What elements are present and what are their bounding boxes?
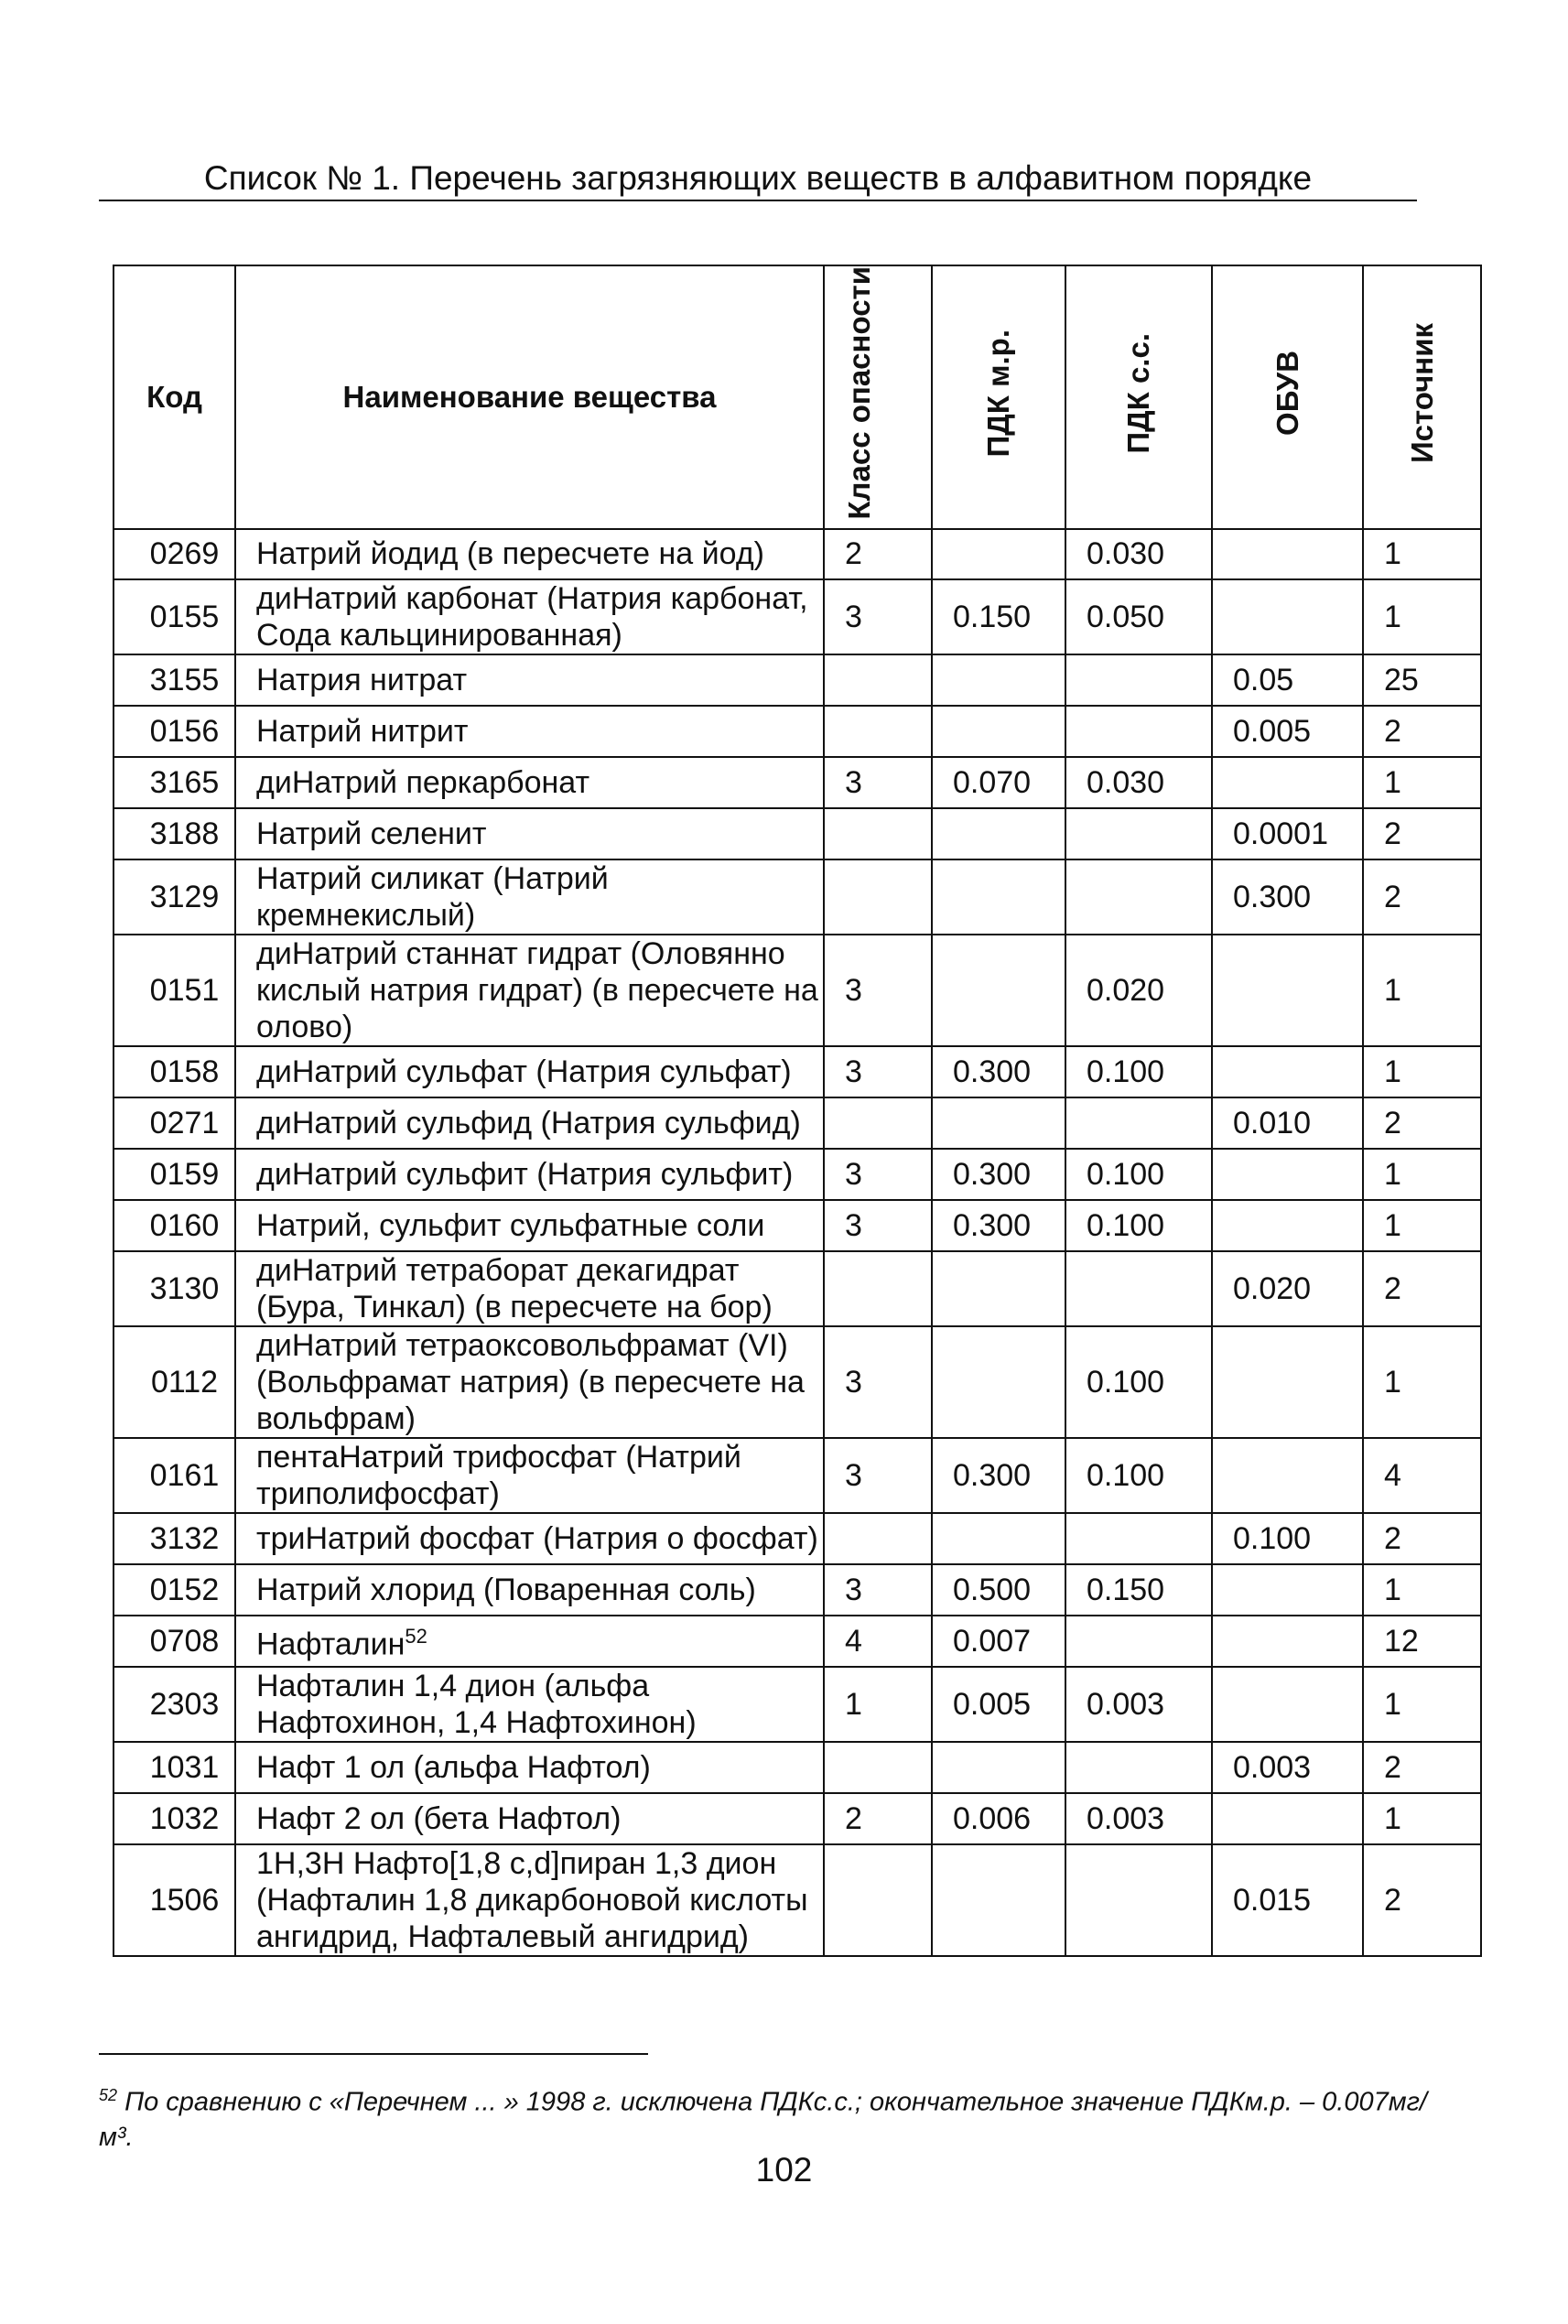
cell-pdk-ss [1065,1251,1212,1326]
cell-pdk-ss [1065,1844,1212,1956]
cell-code: 0161 [114,1438,235,1513]
cell-hazard-class: 1 [824,1667,932,1742]
cell-name: Натрий селенит [235,808,824,859]
cell-pdk-ss [1065,859,1212,935]
cell-pdk-mr [932,1844,1065,1956]
table-row [114,1667,1481,1742]
cell-obuv [1212,1793,1363,1844]
header-obuv-label: ОБУВ [1270,350,1304,436]
cell-hazard-class: 3 [824,579,932,654]
cell-pdk-ss: 0.050 [1065,579,1212,654]
cell-code: 3132 [114,1513,235,1564]
cell-name: диНатрий станнат гидрат (Оловянно кислый натрия гидрат) (в пересчете на олово) [235,935,824,1046]
cell-hazard-class: 3 [824,1326,932,1438]
cell-pdk-mr [932,1251,1065,1326]
cell-name: пентаНатрий трифосфат (Натрий триполифосфат) [235,1438,824,1513]
table-row [114,706,1481,757]
header-hazard-class [824,265,932,529]
cell-pdk-mr: 0.300 [932,1438,1065,1513]
table-row [114,529,1481,579]
cell-source: 1 [1363,1564,1481,1616]
cell-code: 3188 [114,808,235,859]
cell-hazard-class [824,859,932,935]
cell-pdk-ss: 0.100 [1065,1149,1212,1200]
footnote-text: По сравнению с «Перечнем ... » 1998 г. исключена ПДКс.с.; окончательное значение ПДКм.р. – 0.007мг/м³. [99,2087,1427,2152]
cell-pdk-ss: 0.100 [1065,1438,1212,1513]
cell-code: 0160 [114,1200,235,1251]
cell-hazard-class: 3 [824,1438,932,1513]
cell-pdk-mr [932,529,1065,579]
cell-obuv [1212,1200,1363,1251]
cell-code: 0112 [114,1326,235,1438]
cell-pdk-mr: 0.300 [932,1046,1065,1097]
table-row [114,859,1481,935]
page-title: Список № 1. Перечень загрязняющих веществ в алфавитном порядке [203,159,1313,197]
cell-name: Натрий йодид (в пересчете на йод) [235,529,824,579]
header-pdk-ss-label: ПДК с.с. [1121,332,1155,454]
cell-pdk-mr: 0.006 [932,1793,1065,1844]
table-row [114,1149,1481,1200]
cell-source: 1 [1363,757,1481,808]
cell-name: Нафталин 1,4 дион (альфа Нафтохинон, 1,4 Нафтохинон) [235,1667,824,1742]
cell-name-text: Нафталин [256,1627,406,1662]
cell-source: 2 [1363,1097,1481,1149]
cell-source: 4 [1363,1438,1481,1513]
cell-hazard-class: 3 [824,1046,932,1097]
cell-pdk-mr [932,935,1065,1046]
cell-hazard-class [824,1513,932,1564]
table-row [114,1844,1481,1956]
cell-name: Нафт 1 ол (альфа Нафтол) [235,1742,824,1793]
cell-pdk-ss: 0.100 [1065,1200,1212,1251]
table-row [114,579,1481,654]
cell-name: Нафт 2 ол (бета Нафтол) [235,1793,824,1844]
cell-pdk-ss: 0.030 [1065,757,1212,808]
cell-hazard-class: 2 [824,529,932,579]
cell-source: 25 [1363,654,1481,706]
cell-hazard-class [824,1251,932,1326]
page-number: 102 [755,2151,813,2189]
cell-pdk-ss: 0.100 [1065,1046,1212,1097]
cell-pdk-mr [932,1742,1065,1793]
cell-obuv: 0.020 [1212,1251,1363,1326]
cell-name: Натрий, сульфит сульфатные соли [235,1200,824,1251]
table-row [114,935,1481,1046]
cell-hazard-class [824,808,932,859]
cell-name: диНатрий тетраборат декагидрат (Бура, Тинкал) (в пересчете на бор) [235,1251,824,1326]
cell-code: 0155 [114,579,235,654]
substances-table [113,265,1482,1957]
table-row [114,1616,1481,1667]
cell-pdk-mr: 0.070 [932,757,1065,808]
cell-pdk-mr [932,859,1065,935]
cell-pdk-ss: 0.100 [1065,1326,1212,1438]
cell-code: 3165 [114,757,235,808]
cell-source: 2 [1363,859,1481,935]
cell-pdk-ss [1065,706,1212,757]
header-name: Наименование вещества [235,265,824,529]
table-row [114,1438,1481,1513]
cell-code: 3129 [114,859,235,935]
cell-code: 3130 [114,1251,235,1326]
cell-source: 1 [1363,1046,1481,1097]
cell-name [235,1616,824,1667]
cell-obuv [1212,1438,1363,1513]
cell-source: 1 [1363,579,1481,654]
cell-source: 2 [1363,808,1481,859]
title-divider [99,200,1417,201]
cell-pdk-ss: 0.003 [1065,1793,1212,1844]
table-row [114,654,1481,706]
cell-hazard-class [824,706,932,757]
cell-pdk-ss [1065,808,1212,859]
cell-pdk-ss: 0.030 [1065,529,1212,579]
cell-pdk-mr [932,1097,1065,1149]
table-row [114,1200,1481,1251]
table-row [114,1793,1481,1844]
cell-pdk-mr: 0.005 [932,1667,1065,1742]
cell-source: 1 [1363,1667,1481,1742]
table-row [114,808,1481,859]
cell-name: Натрий нитрит [235,706,824,757]
cell-name: Натрий хлорид (Поваренная соль) [235,1564,824,1616]
cell-hazard-class [824,1742,932,1793]
cell-obuv: 0.010 [1212,1097,1363,1149]
cell-obuv [1212,1564,1363,1616]
table-row [114,757,1481,808]
cell-code: 3155 [114,654,235,706]
cell-pdk-ss [1065,1742,1212,1793]
cell-obuv [1212,1326,1363,1438]
cell-pdk-ss: 0.003 [1065,1667,1212,1742]
cell-source: 1 [1363,1149,1481,1200]
cell-name: диНатрий карбонат (Натрия карбонат, Сода кальцинированная) [235,579,824,654]
cell-pdk-ss [1065,1097,1212,1149]
cell-source: 2 [1363,1844,1481,1956]
table-row [114,1513,1481,1564]
cell-code: 0708 [114,1616,235,1667]
cell-pdk-mr: 0.300 [932,1200,1065,1251]
table-row [114,1326,1481,1438]
cell-obuv [1212,579,1363,654]
table-row [114,1097,1481,1149]
cell-obuv [1212,1616,1363,1667]
cell-name: диНатрий сульфит (Натрия сульфит) [235,1149,824,1200]
footnote-ref: 52 [405,1625,427,1648]
cell-pdk-ss: 0.150 [1065,1564,1212,1616]
footnote [99,2078,1454,2155]
cell-source: 1 [1363,1793,1481,1844]
table-row [114,1251,1481,1326]
table-row [114,1046,1481,1097]
cell-name: триНатрий фосфат (Натрия о фосфат) [235,1513,824,1564]
cell-source: 1 [1363,529,1481,579]
footnote-divider [99,2053,648,2055]
cell-code: 0269 [114,529,235,579]
table-row [114,1564,1481,1616]
cell-source: 2 [1363,1742,1481,1793]
cell-code: 0158 [114,1046,235,1097]
cell-source: 1 [1363,935,1481,1046]
cell-hazard-class: 3 [824,757,932,808]
cell-pdk-ss [1065,1616,1212,1667]
cell-source: 12 [1363,1616,1481,1667]
cell-obuv: 0.005 [1212,706,1363,757]
cell-obuv: 0.0001 [1212,808,1363,859]
cell-source: 2 [1363,706,1481,757]
cell-pdk-mr [932,1513,1065,1564]
cell-obuv: 0.05 [1212,654,1363,706]
cell-obuv [1212,529,1363,579]
cell-name: 1H,3H Нафто[1,8 c,d]пиран 1,3 дион (Нафталин 1,8 дикарбоновой кислоты ангидрид, Нафталевый ангидрид) [235,1844,824,1956]
cell-code: 0151 [114,935,235,1046]
header-pdk-ss [1065,265,1212,529]
footnote-mark: 52 [99,2086,118,2104]
cell-pdk-ss [1065,1513,1212,1564]
cell-pdk-mr: 0.007 [932,1616,1065,1667]
table-header-row [114,265,1481,529]
cell-hazard-class: 3 [824,1200,932,1251]
cell-hazard-class: 4 [824,1616,932,1667]
cell-hazard-class [824,654,932,706]
cell-source: 2 [1363,1513,1481,1564]
cell-name: диНатрий тетраоксовольфрамат (VI) (Вольфрамат натрия) (в пересчете на вольфрам) [235,1326,824,1438]
cell-code: 0159 [114,1149,235,1200]
cell-name: Натрия нитрат [235,654,824,706]
cell-obuv [1212,935,1363,1046]
table-row [114,1742,1481,1793]
header-pdk-mr-label: ПДК м.р. [981,329,1015,458]
header-source [1363,265,1481,529]
cell-code: 2303 [114,1667,235,1742]
cell-code: 0271 [114,1097,235,1149]
cell-obuv [1212,757,1363,808]
header-pdk-mr [932,265,1065,529]
cell-source: 1 [1363,1200,1481,1251]
cell-pdk-mr: 0.300 [932,1149,1065,1200]
cell-source: 1 [1363,1326,1481,1438]
cell-pdk-mr [932,706,1065,757]
cell-pdk-ss [1065,654,1212,706]
header-code: Код [114,265,235,529]
cell-obuv: 0.003 [1212,1742,1363,1793]
cell-pdk-mr [932,1326,1065,1438]
cell-hazard-class: 2 [824,1793,932,1844]
cell-code: 1031 [114,1742,235,1793]
cell-pdk-mr: 0.500 [932,1564,1065,1616]
cell-hazard-class [824,1097,932,1149]
cell-obuv: 0.100 [1212,1513,1363,1564]
cell-pdk-mr [932,654,1065,706]
cell-code: 1032 [114,1793,235,1844]
cell-code: 0156 [114,706,235,757]
cell-pdk-mr: 0.150 [932,579,1065,654]
cell-obuv [1212,1149,1363,1200]
header-source-label: Источник [1404,322,1439,463]
cell-code: 1506 [114,1844,235,1956]
cell-obuv: 0.015 [1212,1844,1363,1956]
cell-hazard-class [824,1844,932,1956]
cell-name: диНатрий перкарбонат [235,757,824,808]
cell-source: 2 [1363,1251,1481,1326]
cell-hazard-class: 3 [824,1149,932,1200]
cell-hazard-class: 3 [824,1564,932,1616]
cell-obuv: 0.300 [1212,859,1363,935]
cell-name: диНатрий сульфат (Натрия сульфат) [235,1046,824,1097]
cell-name: Натрий силикат (Натрий кремнекислый) [235,859,824,935]
cell-name: диНатрий сульфид (Натрия сульфид) [235,1097,824,1149]
cell-obuv [1212,1046,1363,1097]
header-obuv [1212,265,1363,529]
header-hazard-class-label: Класс опасности [842,266,876,520]
cell-hazard-class: 3 [824,935,932,1046]
cell-code: 0152 [114,1564,235,1616]
cell-pdk-ss: 0.020 [1065,935,1212,1046]
cell-obuv [1212,1667,1363,1742]
cell-pdk-mr [932,808,1065,859]
